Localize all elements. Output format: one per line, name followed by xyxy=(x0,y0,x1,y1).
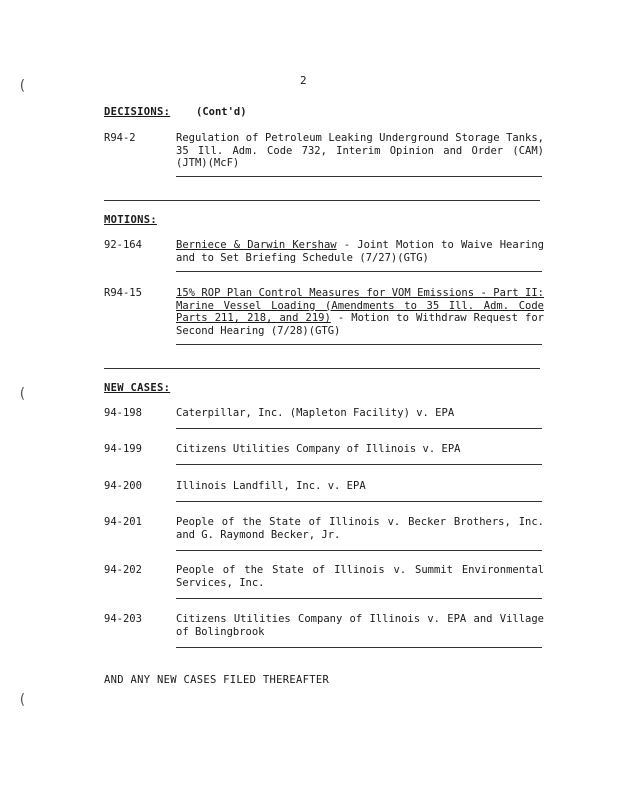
signature-line xyxy=(176,464,542,465)
docket-number: 94-201 xyxy=(104,516,142,528)
signature-line xyxy=(176,598,542,599)
entry-text: Citizens Utilities Company of Illinois v. EPA and Village of Bolingbrook xyxy=(176,613,544,638)
page-number: 2 xyxy=(300,74,307,87)
signature-line xyxy=(176,647,542,648)
entry-text: People of the State of Illinois v. Becker Brothers, Inc. and G. Raymond Becker, Jr. xyxy=(176,516,544,541)
signature-line xyxy=(176,344,542,345)
motions-heading: MOTIONS: xyxy=(104,214,157,226)
decisions-heading: DECISIONS: xyxy=(104,106,171,118)
docket-number: 94-198 xyxy=(104,407,142,419)
decisions-contd: (Cont'd) xyxy=(196,106,247,118)
signature-line xyxy=(176,501,542,502)
entry-text: Regulation of Petroleum Leaking Underground Storage Tanks, 35 Ill. Adm. Code 732, Interim Opinion and Order (CAM)(JTM)(McF) xyxy=(176,132,544,169)
entry-text: Caterpillar, Inc. (Mapleton Facility) v. EPA xyxy=(176,407,455,419)
punch-hole-mark: ( xyxy=(18,386,27,402)
case-title: Berniece & Darwin Kershaw xyxy=(176,239,337,251)
docket-number: 94-199 xyxy=(104,443,142,455)
entry-text xyxy=(176,239,544,264)
entry-text: Illinois Landfill, Inc. v. EPA xyxy=(176,480,366,492)
section-divider xyxy=(104,200,540,201)
section-divider xyxy=(104,368,540,369)
signature-line xyxy=(176,428,542,429)
signature-line xyxy=(176,176,542,177)
docket-number: R94-2 xyxy=(104,132,136,144)
motion-description: - Joint Motion to Waive Hearing and to Set Briefing Schedule (7/27)(GTG) xyxy=(176,239,544,264)
docket-number: 94-203 xyxy=(104,613,142,625)
entry-text: People of the State of Illinois v. Summit Environmental Services, Inc. xyxy=(176,564,544,589)
entry-text: Citizens Utilities Company of Illinois v. EPA xyxy=(176,443,461,455)
docket-number: R94-15 xyxy=(104,287,142,299)
footer-note: AND ANY NEW CASES FILED THEREAFTER xyxy=(104,674,330,686)
motion-description: - Motion to Withdraw Request for Second Hearing (7/28)(GTG) xyxy=(176,312,544,337)
entry-text xyxy=(176,287,544,337)
signature-line xyxy=(176,550,542,551)
punch-hole-mark: ( xyxy=(18,78,27,94)
docket-number: 92-164 xyxy=(104,239,142,251)
punch-hole-mark: ( xyxy=(18,692,27,708)
docket-number: 94-202 xyxy=(104,564,142,576)
docket-number: 94-200 xyxy=(104,480,142,492)
signature-line xyxy=(176,271,542,272)
new-cases-heading: NEW CASES: xyxy=(104,382,171,394)
case-title: 15% ROP Plan Control Measures for VOM Emissions - Part II: Marine Vessel Loading (Amendments to 35 Ill. Adm. Code Parts 211, 218, and 219) xyxy=(176,287,544,324)
